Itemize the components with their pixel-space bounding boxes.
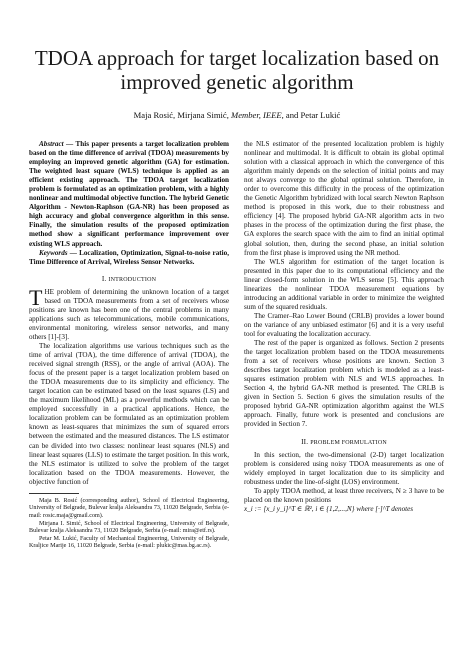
section-title: INTRODUCTION — [108, 276, 157, 283]
intro-paragraph-2: The localization algorithms use various techniques such as the time of arrival (TOA), the time difference of arrival (TDOA), the received signal strength (RSS), or the angle of arrival (AOA). The focus of the present paper is a target localization problem based on the TDOA measurements due to its simplicity and efficiency. The target location can be estimated based on the least squares (LS) and the maximum likelihood (ML) as a powerful methods which can be employed successfully in a practical applications. Hence, the localization problem can be formulated as an optimization problem known as least-squares that minimizes the sum of squared errors between the estimated and the measured distances. The LS estimator can be divided into two classes: nonlinear least squares (NLS) and linear least squares (LLS) to estimate the target position. In this work, the NLS estimator is utilized to solve the problem of the target localization based on the TDOA measurements. However, the objective function of — [29, 341, 229, 486]
footnote-3: Petar M. Lukić, Faculty of Mechanical Engineering, University of Belgrade, Kraljice Marije 16, 11020 Belgrade, Serbia (e-mail: plukic@mas.bg.ac.rs). — [29, 535, 229, 550]
authors-last: , and Petar Lukić — [281, 110, 341, 120]
intro-paragraph-1 — [29, 284, 229, 342]
keywords-text: — Localization, Optimization, Signal-to-noise ratio, Time Difference of Arrival, Wireless Sensor Networks. — [29, 248, 229, 266]
right-paragraph-4: The rest of the paper is organized as follows. Section 2 presents the target localization problem based on the TDOA measurements from a set of receivers whose positions are known. Section 3 describes target localization problem which is modeled as a least-squares estimation problem with NLS and WLS approaches. In Section 4, the hybrid GA-NR method is presented. The CRLB is given in Section 5. Section 6 gives the simulation results of the proposed hybrid GA-NR optimization algorithm against the WLS approach. Finally, future work is presented and conclusions are provided in Section 7. — [244, 339, 444, 429]
drop-cap: T — [29, 284, 43, 310]
right-paragraph-1: the NLS estimator of the presented localization problem is highly nonlinear and multimodal. It is difficult to obtain its global optimal solution with a classical approach in which the convergence of this algorithm mainly depends on the selection of initial points and may not always converge to the global optimal solution. Therefore, in order to overcome this difficulty in the process of the optimization the Genetic Algorithm hybridized with local search Newton Raphson method is proposed in this work, due to their robustness and efficiency [4]. The proposed hybrid GA-NR algorithm acts in two phases in the process of the optimization during the first phase, the GA explores the search space with the aim to find an initial optimal global solution, then, during the second phase, an initial solution from the first phase is improved using the NR method. — [244, 140, 444, 257]
section-number: I. — [101, 274, 109, 283]
title-line-2: improved genetic algorithm — [120, 70, 354, 94]
left-column — [29, 140, 229, 551]
keywords — [29, 249, 229, 267]
section-heading-problem-formulation — [244, 438, 444, 448]
footnote-2: Mirjana I. Simić, School of Electrical Engineering, University of Belgrade, Bulevar kralja Aleksandra 73, 11020 Belgrade, Serbia (e-mail: mira@etf.rs). — [29, 520, 229, 535]
abstract — [29, 140, 229, 249]
right-paragraph-2: The WLS algorithm for estimation of the target location is presented in this paper due to its computational efficiency and the linear closed-form solution in the WLS sense [5]. This approach linearizes the nonlinear TDOA measurement equations by introducing an additional variable in order to minimize the weighted sum of the squared residuals. — [244, 257, 444, 311]
abstract-label: Abstract — [39, 140, 64, 148]
right-column — [244, 140, 444, 514]
footnotes — [29, 498, 229, 551]
paper-title — [20, 46, 454, 94]
author-line — [20, 110, 454, 120]
section-title: PROBLEM FORMULATION — [310, 439, 387, 446]
receiver-position-formula: x_i := [x_i y_i]^T ∈ ℝ², i ∈ {1,2,...,N} where [·]^T denotes — [244, 504, 414, 513]
authors-names: Maja Rosić, Mirjana Simić, — [133, 110, 232, 120]
keywords-label: Keywords — [39, 248, 68, 257]
authors-membership: Member, IEEE — [231, 110, 282, 120]
footnote-rule — [29, 493, 79, 494]
abstract-text: — This paper presents a target localization problem based on the time difference of arrival (TDOA) measurements by employing an improved genetic algorithm (GA) for estimation. The weighted least square (WLS) technique is applied as an efficient existing approach. The TDOA target localization problem is formulated as an optimization problem, with a highly nonlinear and multimodal objective function. The hybrid Genetic Algorithm - Newton-Raphson (GA-NR) has been proposed as high accuracy and global convergence algorithm in this sense. Finally, the simulation results of the proposed optimization method show a significant performance improvement over existing WLS approach. — [29, 140, 229, 248]
footnote-1: Maja B. Rosić (corresponding author), School of Electrical Engineering, University of Belgrade, Bulevar kralja Aleksandra 73, 11020 Belgrade, Serbia (e-mail: rosic.maja@gmail.com). — [29, 497, 229, 519]
right-paragraph-3: The Cramer–Rao Lower Bound (CRLB) provides a lower bound on the variance of any unbiased estimator [6] and it is a very useful tool for evaluating the localization accuracy. — [244, 311, 444, 338]
section-heading-introduction — [29, 275, 229, 285]
section-number: II. — [301, 437, 311, 446]
intro-paragraph-1-text: HE problem of determining the unknown location of a target based on TDOA measurements from a set of receivers whose positions are known has been one of the central problems in many applications such as telecommunications, mobile communications, environmental monitoring, wireless sensor networks, and many others [1]-[3]. — [29, 287, 229, 341]
right-paragraph-5: In this section, the two-dimensional (2-D) target localization problem is considered using noisy TDOA measurements as one of widely employed in target localization due to its simplicity and robustness under the line-of-sight (LOS) environment. — [244, 450, 444, 486]
title-line-1: TDOA approach for target localization based on — [34, 46, 440, 70]
right-paragraph-6: To apply TDOA method, at least three receivers, N ≥ 3 have to be placed on the known positions — [244, 486, 444, 504]
